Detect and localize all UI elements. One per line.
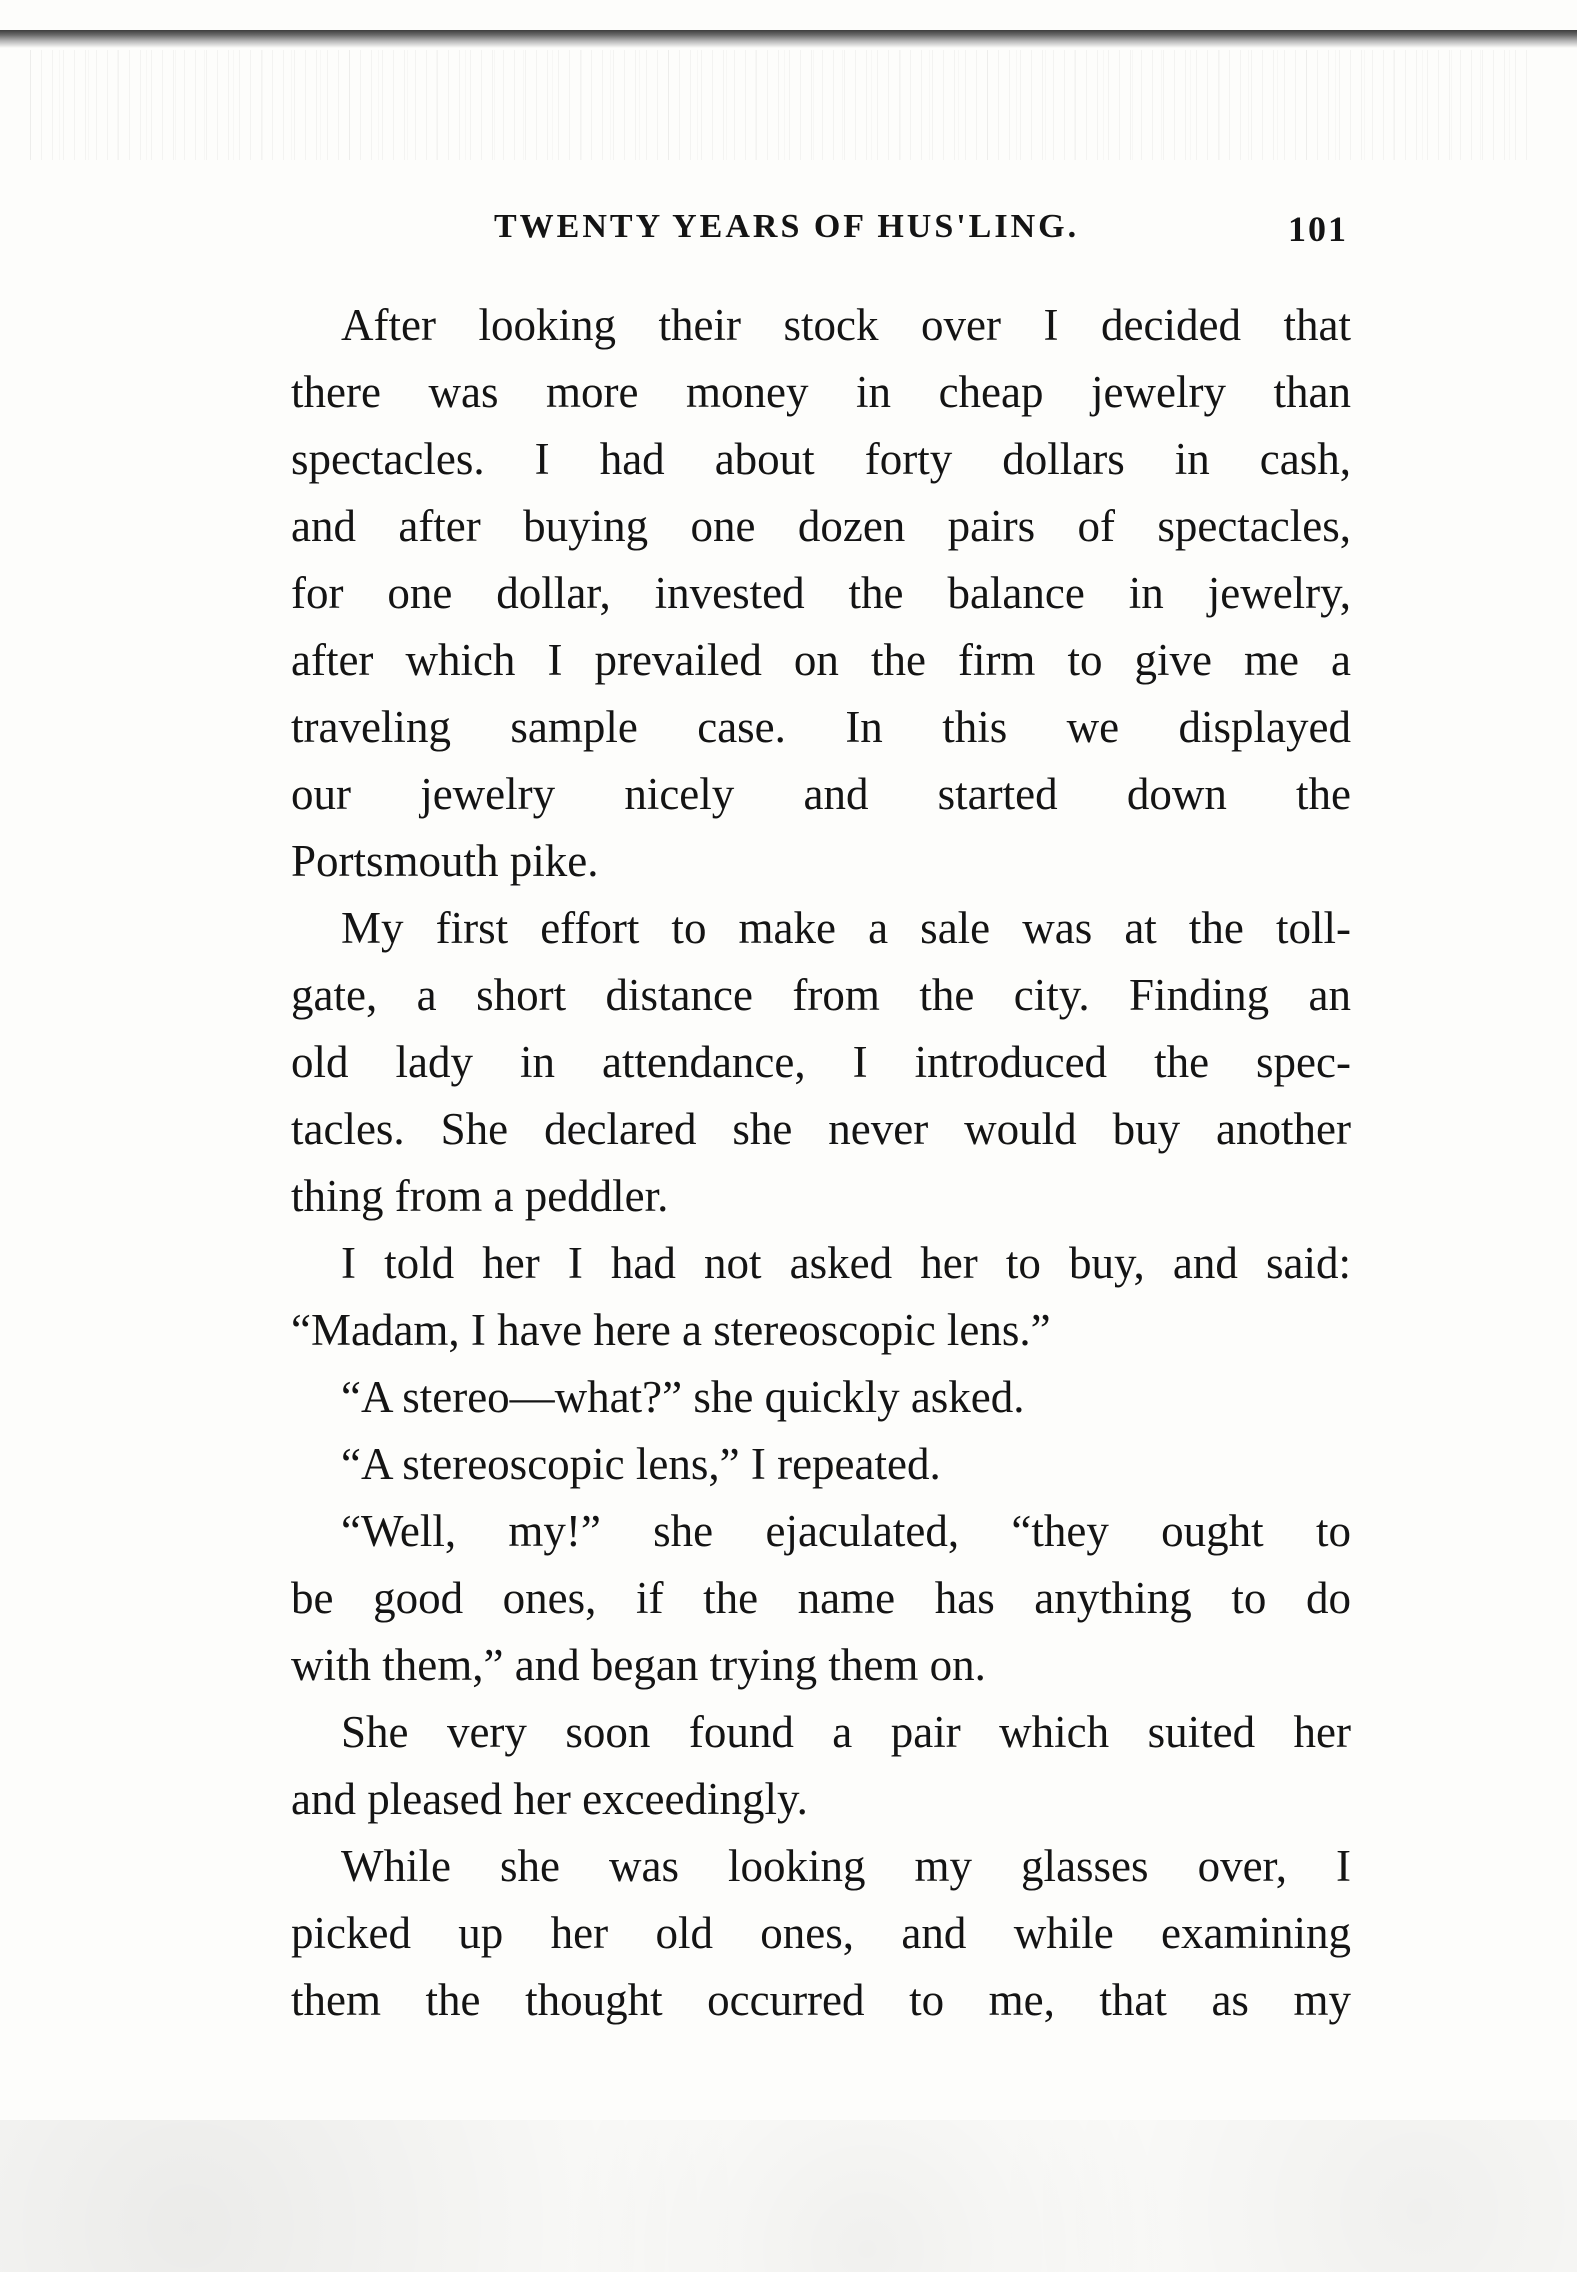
text-line: She very soon found a pair which suited her — [341, 1707, 1351, 1757]
text-line: after which I prevailed on the firm to give me a — [291, 635, 1351, 685]
text-line: our jewelry nicely and started down the — [291, 769, 1351, 819]
text-line: there was more money in cheap jewelry than — [291, 367, 1351, 417]
text-line: them the thought occurred to me, that as my — [291, 1975, 1351, 2025]
text-line: “A stereoscopic lens,” I repeated. — [341, 1439, 941, 1489]
body-text — [291, 292, 1351, 2034]
text-line: While she was looking my glasses over, I — [341, 1841, 1351, 1891]
text-line: “Madam, I have here a stereoscopic lens.” — [291, 1305, 1051, 1355]
scan-bleed-through — [30, 50, 1530, 160]
text-line: with them,” and began trying them on. — [291, 1640, 986, 1690]
text-line: picked up her old ones, and while examining — [291, 1908, 1351, 1958]
text-line: Portsmouth pike. — [291, 836, 599, 886]
page-header — [494, 208, 1348, 258]
text-line: spectacles. I had about forty dollars in cash, — [291, 434, 1351, 484]
text-line: gate, a short distance from the city. Finding an — [291, 970, 1351, 1020]
scan-top-edge — [0, 30, 1577, 48]
text-line: old lady in attendance, I introduced the spec- — [291, 1037, 1351, 1087]
text-line: be good ones, if the name has anything to do — [291, 1573, 1351, 1623]
text-line: for one dollar, invested the balance in jewelry, — [291, 568, 1351, 618]
text-line: “A stereo—what?” she quickly asked. — [341, 1372, 1025, 1422]
text-line: I told her I had not asked her to buy, and said: — [341, 1238, 1351, 1288]
text-line: My first effort to make a sale was at the toll- — [341, 903, 1351, 953]
running-title: TWENTY YEARS OF HUS'LING. — [494, 208, 1080, 245]
text-line: traveling sample case. In this we displayed — [291, 702, 1351, 752]
text-line: tacles. She declared she never would buy another — [291, 1104, 1351, 1154]
text-line: After looking their stock over I decided that — [341, 300, 1351, 350]
text-line: “Well, my!” she ejaculated, “they ought to — [341, 1506, 1351, 1556]
text-line: and after buying one dozen pairs of spectacles, — [291, 501, 1351, 551]
text-line: thing from a peddler. — [291, 1171, 669, 1221]
scan-bottom-noise — [0, 2120, 1577, 2272]
text-line: and pleased her exceedingly. — [291, 1774, 808, 1824]
page-number: 101 — [1288, 209, 1348, 249]
